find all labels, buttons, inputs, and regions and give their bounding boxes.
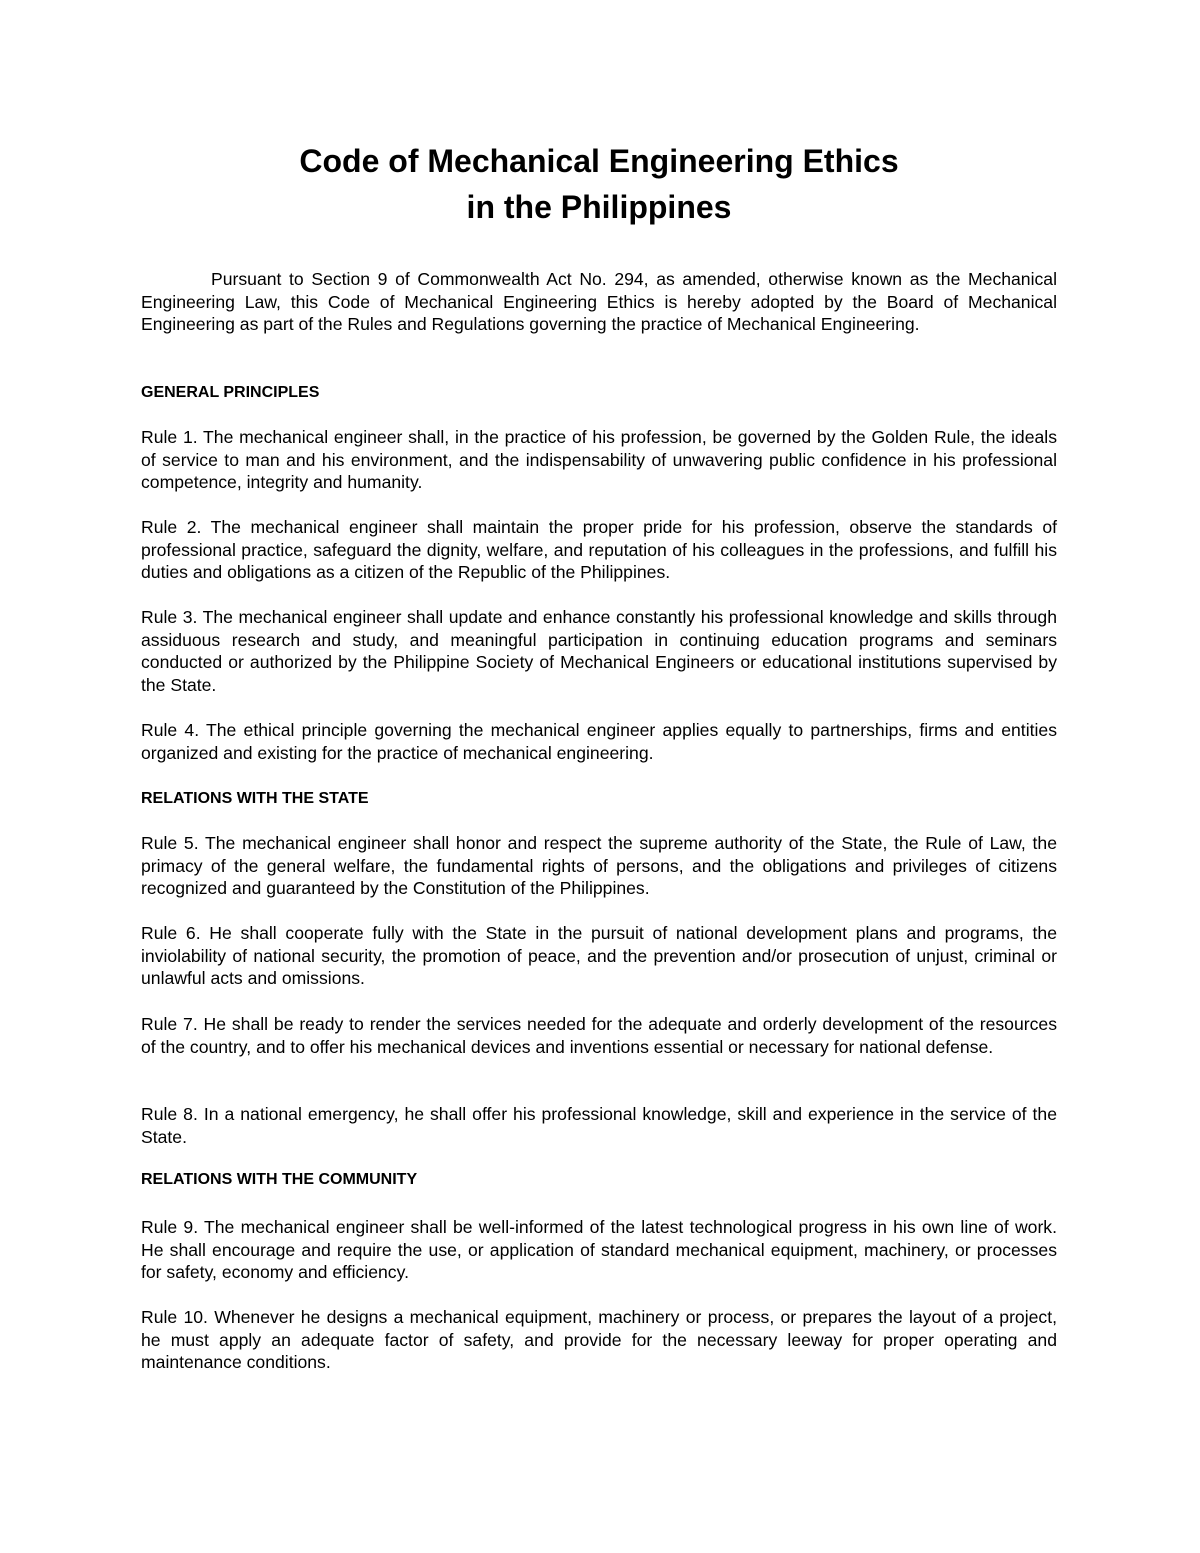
rule-6: Rule 6. He shall cooperate fully with the State in the pursuit of national development plans and programs, the inviolability of national security, the promotion of peace, and the prevention and/or prosecution of unjust, criminal or unlawful acts and omissions.	[141, 923, 1057, 989]
title-line-2: in the Philippines	[466, 189, 732, 225]
rule-8: Rule 8. In a national emergency, he shall offer his professional knowledge, skill and experience in the service of the State.	[141, 1104, 1057, 1147]
title-line-1: Code of Mechanical Engineering Ethics	[299, 143, 899, 179]
document-title	[141, 138, 1057, 230]
rule-10: Rule 10. Whenever he designs a mechanical equipment, machinery or process, or prepares the layout of a project, he must apply an adequate factor of safety, and provide for the necessary leeway for proper operating and maintenance conditions.	[141, 1307, 1057, 1373]
rule-1: Rule 1. The mechanical engineer shall, in the practice of his profession, be governed by the Golden Rule, the ideals of service to man and his environment, and the indispensability of unwavering public confidence in his professional competence, integrity and humanity.	[141, 427, 1057, 493]
preamble-paragraph: Pursuant to Section 9 of Commonwealth Act No. 294, as amended, otherwise known as the Mechanical Engineering Law, this Code of Mechanical Engineering Ethics is hereby adopted by the Board of Mechanical Engineering as part of the Rules and Regulations governing the practice of Mechanical Engineering.	[141, 269, 1057, 335]
rule-2: Rule 2. The mechanical engineer shall maintain the proper pride for his profession, observe the standards of professional practice, safeguard the dignity, welfare, and reputation of his colleagues in the professions, and fulfill his duties and obligations as a citizen of the Republic of the Philippines.	[141, 517, 1057, 583]
rule-7: Rule 7. He shall be ready to render the services needed for the adequate and orderly development of the resources of the country, and to offer his mechanical devices and inventions essential or necessary for national defense.	[141, 1014, 1057, 1057]
section-heading-relations-state: RELATIONS WITH THE STATE	[141, 790, 369, 807]
rule-4: Rule 4. The ethical principle governing the mechanical engineer applies equally to partnerships, firms and entities organized and existing for the practice of mechanical engineering.	[141, 720, 1057, 763]
rule-3: Rule 3. The mechanical engineer shall update and enhance constantly his professional knowledge and skills through assiduous research and study, and meaningful participation in continuing education programs and seminars conducted or authorized by the Philippine Society of Mechanical Engineers or educational institutions supervised by the State.	[141, 607, 1057, 696]
rule-5: Rule 5. The mechanical engineer shall honor and respect the supreme authority of the State, the Rule of Law, the primacy of the general welfare, the fundamental rights of persons, and the obligations and privileges of citizens recognized and guaranteed by the Constitution of the Philippines.	[141, 833, 1057, 899]
rule-9: Rule 9. The mechanical engineer shall be well-informed of the latest technological progress in his own line of work. He shall encourage and require the use, or application of standard mechanical equipment, machinery, or processes for safety, economy and efficiency.	[141, 1217, 1057, 1283]
section-heading-relations-community: RELATIONS WITH THE COMMUNITY	[141, 1171, 418, 1188]
section-heading-general-principles: GENERAL PRINCIPLES	[141, 384, 320, 401]
